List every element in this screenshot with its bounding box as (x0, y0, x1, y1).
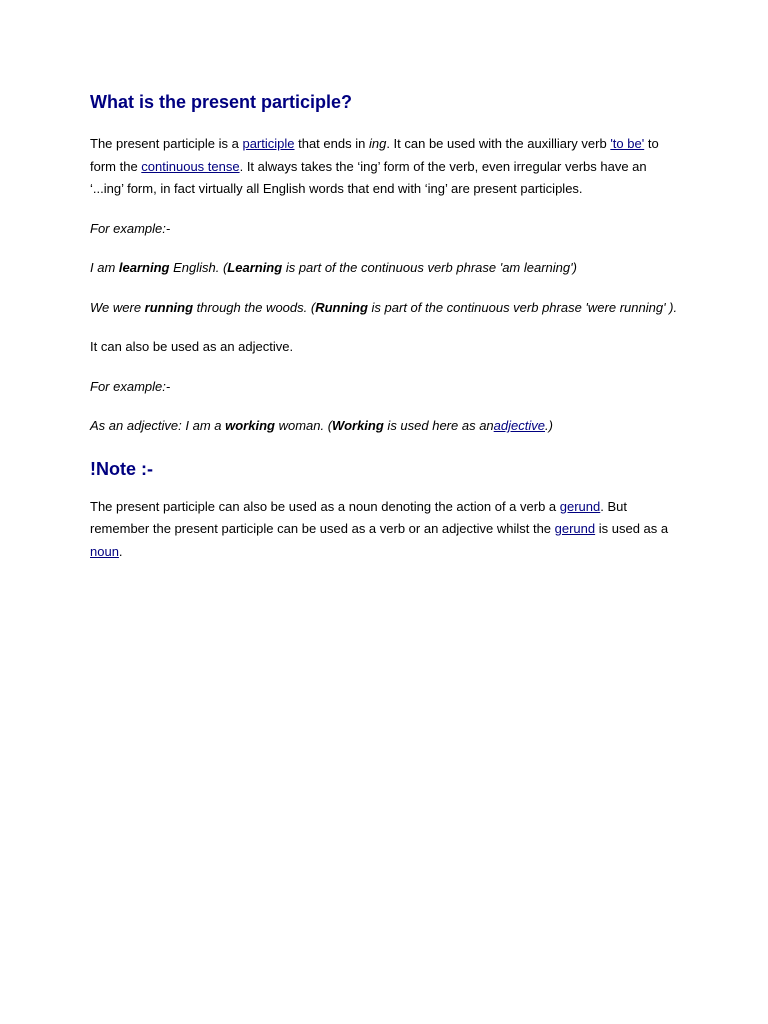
note-heading: !Note :- (90, 458, 153, 479)
intro-text: to form the (90, 136, 659, 174)
participle-link[interactable]: participle (242, 136, 295, 151)
example-text: We were (90, 299, 145, 315)
example-text: As an adjective: I am a (90, 418, 226, 433)
to-be-link[interactable]: 'to be' (610, 136, 645, 151)
noun-link[interactable]: noun (90, 543, 119, 559)
example-learning (90, 257, 680, 280)
note-text: The present participle can also be used as a noun denoting the action of a verb a (90, 498, 560, 514)
gerund-link[interactable]: gerund (559, 498, 601, 514)
example-working (90, 415, 680, 438)
continuous-tense-link[interactable]: continuous tense (141, 158, 240, 174)
example-text: is used here as an (383, 418, 494, 433)
for-example-label: For example:- (90, 220, 171, 236)
example-text: woman. ( (274, 418, 333, 433)
adjective-link[interactable]: adjective (493, 418, 545, 433)
page-title: What is the present participle? (90, 92, 353, 112)
document-page (90, 88, 680, 580)
intro-text: . It can be used with the auxilliary verb (386, 136, 611, 151)
example-bold: Learning (227, 260, 283, 275)
example-text: .) (544, 418, 553, 433)
example-text: is part of the continuous verb phrase 'were running' ). (367, 299, 678, 315)
intro-text: The present participle is a (90, 136, 243, 151)
example-text: is part of the continuous verb phrase 'am learning') (282, 260, 577, 275)
note-paragraph (90, 496, 680, 564)
note-text: . But remember the present participle can be used as a verb or an adjective whilst the (90, 498, 627, 536)
intro-text: that ends in (294, 136, 369, 151)
example-text: I am (90, 260, 119, 275)
gerund-link[interactable]: gerund (554, 521, 596, 536)
intro-text: . It always takes the ‘ing’ form of the verb, even irregular verbs have an ‘...ing’ form, in fact virtually all English words that end with ‘ing’ are present participles. (90, 158, 647, 196)
for-example-label: For example:- (90, 378, 171, 394)
example-text: through the woods. ( (193, 299, 316, 315)
example-bold: running (144, 299, 194, 315)
example-bold: Running (315, 299, 368, 315)
example-running (90, 297, 680, 320)
ing-emphasis: ing (368, 136, 387, 151)
intro-paragraph (90, 133, 680, 201)
example-text: English. ( (169, 260, 228, 275)
note-text: is used as a (595, 521, 669, 536)
example-bold: learning (118, 260, 170, 275)
note-text: . (118, 543, 123, 559)
example-bold: working (225, 418, 275, 433)
example-bold: Working (332, 418, 384, 433)
adjective-intro: It can also be used as an adjective. (90, 339, 294, 354)
